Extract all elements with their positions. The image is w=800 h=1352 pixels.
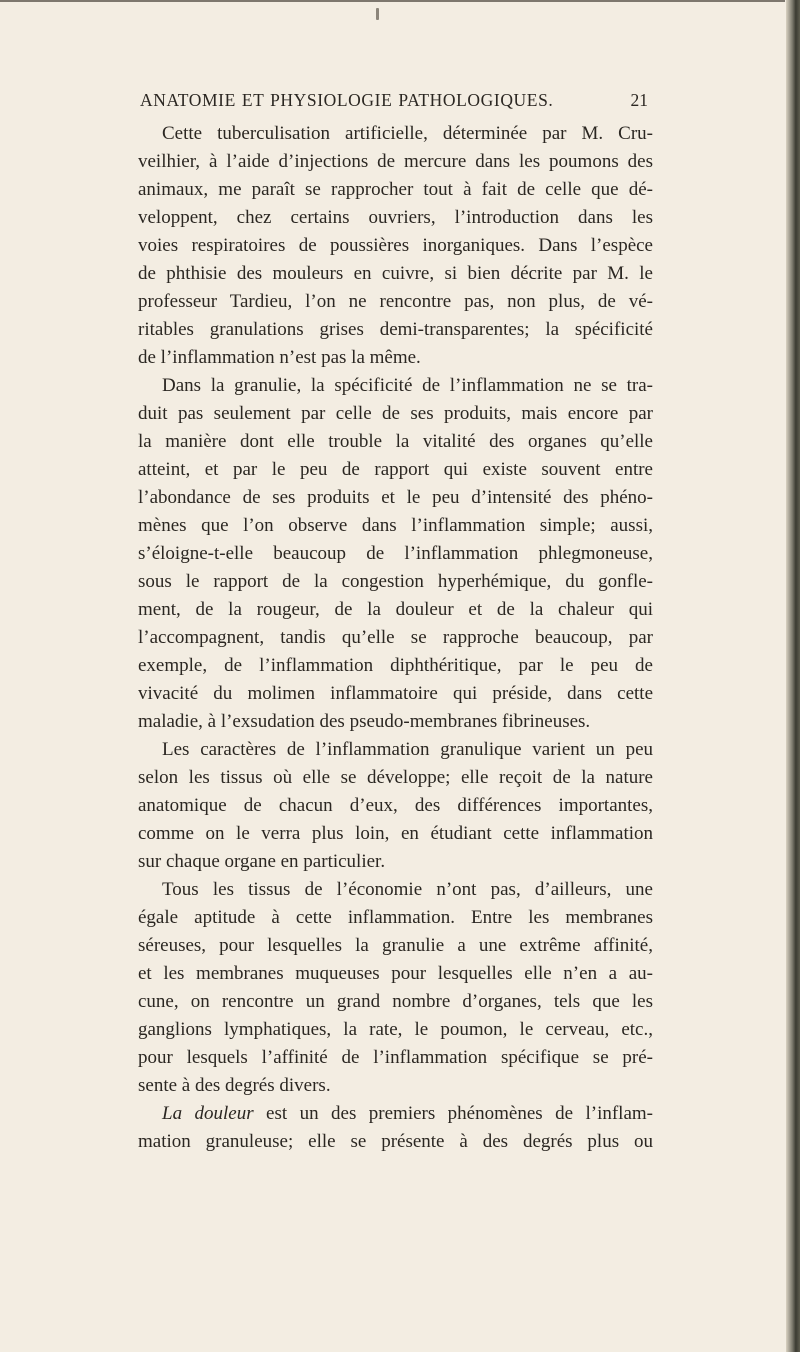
- text-line: Dans la granulie, la spécificité de l’inflammation ne se tra-: [162, 375, 653, 396]
- text-line: l’abondance de ses produits et le peu d’intensité des phéno-: [138, 487, 653, 508]
- text-line: l’accompagnent, tandis qu’elle se rapproche beaucoup, par: [138, 627, 653, 648]
- text-line: ment, de la rougeur, de la douleur et de la chaleur qui: [138, 599, 653, 620]
- text-line: ritables granulations grises demi-transparentes; la spécificité: [138, 319, 653, 340]
- text-line: et les membranes muqueuses pour lesquelles elle n’en a au-: [138, 963, 653, 984]
- text-line: vivacité du molimen inflammatoire qui préside, dans cette: [138, 683, 653, 704]
- text-line-with-italic: [138, 1100, 653, 1128]
- text-line: sur chaque organe en particulier.: [138, 851, 386, 872]
- text-line: mènes que l’on observe dans l’inflammation simple; aussi,: [138, 515, 653, 536]
- text-line: comme on le verra plus loin, en étudiant cette inflammation: [138, 823, 653, 844]
- text-line: pour lesquels l’affinité de l’inflammation spécifique se pré-: [138, 1047, 653, 1068]
- text-line: duit pas seulement par celle de ses produits, mais encore par: [138, 403, 653, 424]
- text-line: professeur Tardieu, l’on ne rencontre pas, non plus, de vé-: [138, 291, 653, 312]
- body-text: [138, 120, 653, 1156]
- text-line: maladie, à l’exsudation des pseudo-membranes fibrineuses.: [138, 711, 591, 732]
- text-line: cune, on rencontre un grand nombre d’organes, tels que les: [138, 991, 653, 1012]
- line-rest: est un des premiers phénomènes de l’inflam-: [266, 1103, 653, 1124]
- print-mark: [376, 8, 379, 20]
- text-line: de l’inflammation n’est pas la même.: [138, 347, 421, 368]
- text-line: ganglions lymphatiques, la rate, le poumon, le cerveau, etc.,: [138, 1019, 653, 1040]
- text-line: Les caractères de l’inflammation granulique varient un peu: [162, 739, 653, 760]
- italic-phrase: La douleur: [162, 1103, 254, 1124]
- running-title: ANATOMIE ET PHYSIOLOGIE PATHOLOGIQUES.: [140, 90, 554, 110]
- text-line: atteint, et par le peu de rapport qui existe souvent entre: [138, 459, 653, 480]
- text-line: Cette tuberculisation artificielle, déterminée par M. Cru-: [162, 123, 653, 144]
- text-line: sous le rapport de la congestion hyperhémique, du gonfle-: [138, 571, 653, 592]
- page-right-edge: [786, 0, 800, 1352]
- text-line: anatomique de chacun d’eux, des différences importantes,: [138, 795, 653, 816]
- text-line: de phthisie des mouleurs en cuivre, si bien décrite par M. le: [138, 263, 653, 284]
- text-line: exemple, de l’inflammation diphthéritique, par le peu de: [138, 655, 653, 676]
- text-line: la manière dont elle trouble la vitalité des organes qu’elle: [138, 431, 653, 452]
- text-line: veilhier, à l’aide d’injections de mercure dans les poumons des: [138, 151, 653, 172]
- text-line: séreuses, pour lesquelles la granulie a une extrême affinité,: [138, 935, 653, 956]
- text-line: mation granuleuse; elle se présente à des degrés plus ou: [138, 1131, 653, 1152]
- running-head: [128, 88, 648, 114]
- top-page-rule: [0, 0, 785, 2]
- text-line: veloppent, chez certains ouvriers, l’introduction dans les: [138, 207, 653, 228]
- text-line: s’éloigne-t-elle beaucoup de l’inflammation phlegmoneuse,: [138, 543, 653, 564]
- text-line: sente à des degrés divers.: [138, 1075, 331, 1096]
- text-line: selon les tissus où elle se développe; elle reçoit de la nature: [138, 767, 653, 788]
- text-line: égale aptitude à cette inflammation. Entre les membranes: [138, 907, 653, 928]
- text-line: voies respiratoires de poussières inorganiques. Dans l’espèce: [138, 235, 653, 256]
- text-line: animaux, me paraît se rapprocher tout à fait de celle que dé-: [138, 179, 653, 200]
- page-number: 21: [630, 90, 648, 110]
- text-line: Tous les tissus de l’économie n’ont pas, d’ailleurs, une: [162, 879, 653, 900]
